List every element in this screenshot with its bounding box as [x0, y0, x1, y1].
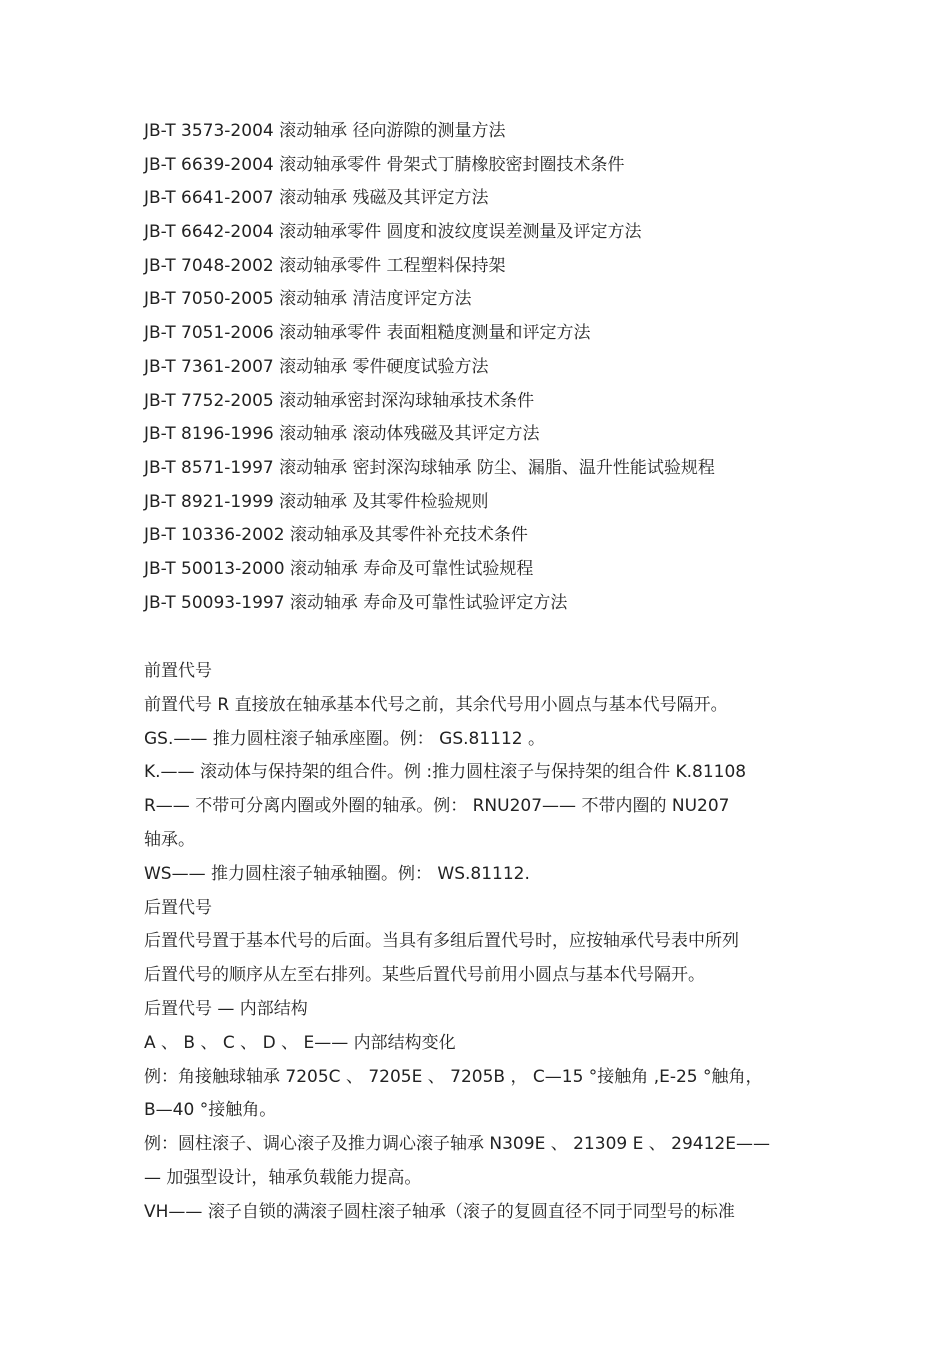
paragraph-line: — 加强型设计，轴承负载能力提高。 [144, 1167, 422, 1188]
paragraph-line: K.—— 滚动体与保持架的组合件。例 :推力圆柱滚子与保持架的组合件 K.81108 [144, 762, 747, 783]
paragraph-line: 后置代号置于基本代号的后面。当具有多组后置代号时，应按轴承代号表中所列 [144, 931, 739, 952]
standard-item: JB-T 7361-2007 滚动轴承 零件硬度试验方法 [144, 356, 489, 377]
standards-list [144, 117, 814, 622]
standard-item: JB-T 6641-2007 滚动轴承 残磁及其评定方法 [144, 188, 489, 209]
paragraph-line: GS.—— 推力圆柱滚子轴承座圈。例： GS.81112 。 [144, 728, 546, 749]
paragraph-line: 轴承。 [144, 829, 195, 850]
standard-item: JB-T 6642-2004 滚动轴承零件 圆度和波纹度误差测量及评定方法 [144, 222, 642, 243]
standard-item: JB-T 6639-2004 滚动轴承零件 骨架式丁腈橡胶密封圈技术条件 [144, 154, 625, 175]
standard-item: JB-T 7051-2006 滚动轴承零件 表面粗糙度测量和评定方法 [144, 323, 591, 344]
standard-item: JB-T 7048-2002 滚动轴承零件 工程塑料保持架 [144, 255, 506, 276]
bearing-code-section [144, 657, 814, 1232]
standard-item: JB-T 3573-2004 滚动轴承 径向游隙的测量方法 [144, 121, 506, 141]
paragraph-line: A 、 B 、 C 、 D 、 E—— 内部结构变化 [144, 1032, 456, 1053]
standard-item: JB-T 8196-1996 滚动轴承 滚动体残磁及其评定方法 [144, 424, 540, 445]
paragraph-line: 例：角接触球轴承 7205C 、 7205E 、 7205B ， C—15 °接触角 ,E-25 °触角， [144, 1066, 763, 1087]
standard-item: JB-T 8571-1997 滚动轴承 密封深沟球轴承 防尘、漏脂、温升性能试验规程 [144, 457, 715, 478]
paragraph-line: 前置代号 R 直接放在轴承基本代号之前，其余代号用小圆点与基本代号隔开。 [144, 694, 728, 715]
paragraph-line: 后置代号的顺序从左至右排列。某些后置代号前用小圆点与基本代号隔开。 [144, 965, 705, 986]
standard-item: JB-T 50013-2000 滚动轴承 寿命及可靠性试验规程 [144, 558, 534, 579]
standard-item: JB-T 7752-2005 滚动轴承密封深沟球轴承技术条件 [144, 390, 535, 411]
paragraph-line: R—— 不带可分离内圈或外圈的轴承。例： RNU207—— 不带内圈的 NU207 [144, 796, 730, 817]
standard-item: JB-T 50093-1997 滚动轴承 寿命及可靠性试验评定方法 [144, 592, 568, 613]
section-heading-suffix-code: 后置代号 [144, 897, 212, 918]
standard-item: JB-T 10336-2002 滚动轴承及其零件补充技术条件 [144, 525, 528, 546]
subheading-internal-structure: 后置代号 — 内部结构 [144, 998, 308, 1019]
paragraph-line: B—40 °接触角。 [144, 1100, 277, 1121]
paragraph-line: VH—— 滚子自锁的满滚子圆柱滚子轴承（滚子的复圆直径不同于同型号的标准 [144, 1201, 735, 1222]
standard-item: JB-T 7050-2005 滚动轴承 清洁度评定方法 [144, 289, 472, 310]
section-heading-prefix-code: 前置代号 [144, 661, 212, 681]
standard-item: JB-T 8921-1999 滚动轴承 及其零件检验规则 [144, 491, 489, 512]
paragraph-line: 例：圆柱滚子、调心滚子及推力调心滚子轴承 N309E 、 21309 E 、 29412E—— [144, 1134, 770, 1155]
paragraph-line: WS—— 推力圆柱滚子轴承轴圈。例： WS.81112. [144, 863, 530, 884]
